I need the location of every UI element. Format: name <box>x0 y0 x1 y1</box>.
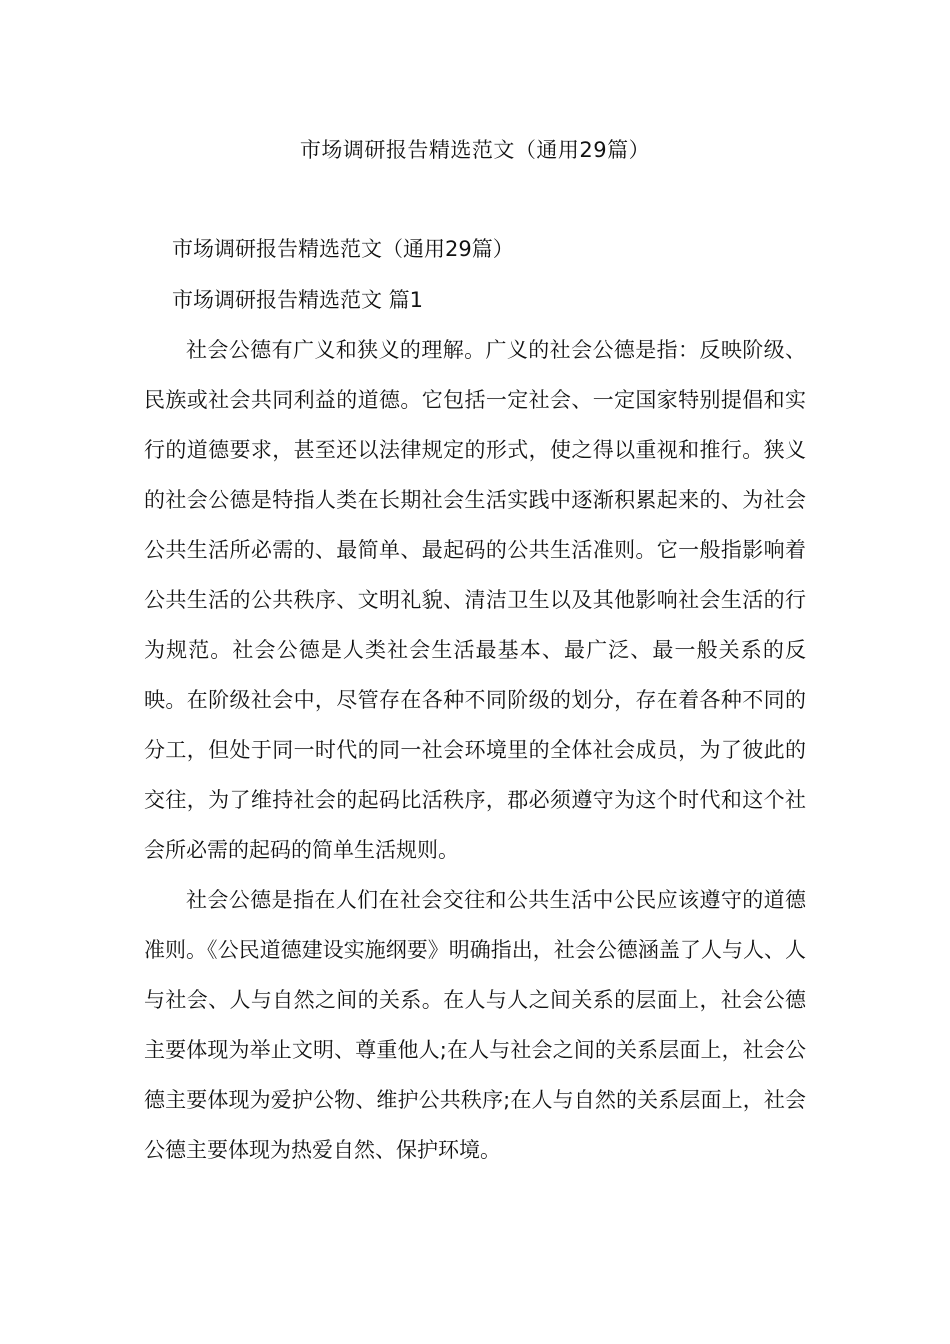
document-title: 市场调研报告精选范文（通用29篇） <box>299 138 651 162</box>
paragraph: 社会公德是指在人们在社会交往和公共生活中公民应该遵守的道德准则。《公民道德建设实施纲要》明确指出，社会公德涵盖了人与人、人与社会、人与自然之间的关系。在人与人之间关系的层面上，社会公德主要体现为举止文明、尊重他人;在人与社会之间的关系层面上，社会公德主要体现为爱护公物、维护公共秩序;在人与自然的关系层面上，社会公德主要体现为热爱自然、保护环境。 <box>144 888 806 1162</box>
paragraph: 社会公德有广义和狭义的理解。广义的社会公德是指：反映阶级、民族或社会共同利益的道德。它包括一定社会、一定国家特别提倡和实行的道德要求，甚至还以法律规定的形式，使之得以重视和推行。狭义的社会公德是特指人类在长期社会生活实践中逐渐积累起来的、为社会公共生活所必需的、最简单、最起码的公共生活准则。它一般指影响着公共生活的公共秩序、文明礼貌、清洁卫生以及其他影响社会生活的行为规范。社会公德是人类社会生活最基本、最广泛、最一般关系的反映。在阶级社会中，尽管存在各种不同阶级的划分，存在着各种不同的分工，但处于同一时代的同一社会环境里的全体社会成员，为了彼此的交往，为了维持社会的起码比活秩序，郡必须遵守为这个时代和这个社会所必需的起码的简单生活规则。 <box>144 338 806 862</box>
section-heading: 市场调研报告精选范文 篇1 <box>172 288 424 312</box>
body-text <box>144 325 806 1175</box>
document-subtitle: 市场调研报告精选范文（通用29篇） <box>172 237 514 261</box>
